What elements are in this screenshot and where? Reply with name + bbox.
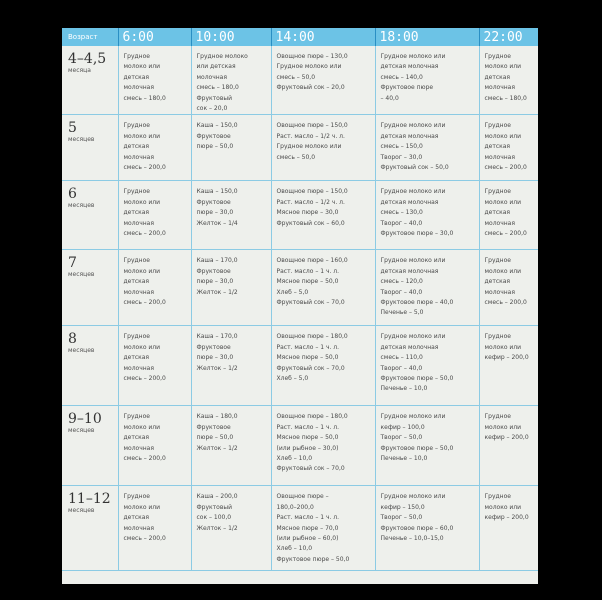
meal-cell — [271, 486, 375, 571]
meal-line: Фруктовое — [196, 132, 231, 140]
meal-line: молочная — [123, 524, 154, 532]
meal-line: молочная — [484, 153, 515, 161]
meal-line: смесь – 200,0 — [123, 299, 166, 307]
meal-line: Грудное молоко или — [380, 257, 446, 265]
meal-line: детская — [484, 143, 511, 151]
meal-cell — [191, 326, 271, 406]
meal-line: Каша – 150,0 — [196, 122, 238, 130]
meal-line: смесь – 130,0 — [380, 209, 423, 217]
meal-line: пюре – 30,0 — [196, 354, 234, 362]
meal-line: Грудное молоко или — [380, 122, 446, 130]
meal-line: Печенье – 5,0 — [380, 309, 424, 317]
meal-line: детская молочная — [380, 132, 439, 140]
meal-line: детская — [123, 434, 150, 442]
age-unit: месяцев — [68, 427, 95, 435]
table-row — [62, 326, 538, 406]
meal-line: Грудное — [123, 122, 150, 130]
meal-line: смесь – 200,0 — [484, 299, 527, 307]
age-cell — [62, 181, 118, 250]
meal-line: кефир – 200,0 — [484, 354, 529, 362]
meal-line: Творог – 40,0 — [380, 288, 423, 296]
meal-line: Каша – 170,0 — [196, 257, 238, 265]
meal-cell — [271, 115, 375, 181]
meal-line: Грудное — [484, 333, 511, 341]
meal-line: Желток – 1/2 — [196, 444, 238, 452]
table-row — [62, 250, 538, 326]
meal-cell — [479, 406, 538, 486]
age-cell — [62, 115, 118, 181]
meal-line: молоко или — [123, 198, 161, 206]
meal-line: Овощное пюре – — [276, 493, 329, 501]
meal-cell — [118, 46, 191, 115]
meal-line: молоко или — [484, 503, 522, 511]
meal-line: детская — [484, 278, 511, 286]
meal-cell — [479, 181, 538, 250]
age-cell — [62, 486, 118, 571]
age-cell — [62, 46, 118, 115]
feeding-schedule-sheet — [62, 28, 538, 584]
meal-line: 180,0–200,0 — [276, 503, 314, 511]
meal-line: Грудное — [123, 188, 150, 196]
meal-line: молочная — [123, 364, 154, 372]
meal-line: Грудное — [484, 413, 511, 421]
meal-line: сок – 100,0 — [196, 514, 232, 522]
meal-cell — [118, 115, 191, 181]
meal-line: молоко или — [484, 198, 522, 206]
meal-line: Фруктовое пюре — [380, 84, 434, 92]
meal-line: кефир – 200,0 — [484, 514, 529, 522]
meal-line: Фруктовое — [196, 343, 231, 351]
meal-line: детская — [123, 354, 150, 362]
meal-line: Фруктовое пюре – 50,0 — [276, 555, 350, 563]
meal-line: Грудное молоко — [196, 53, 248, 60]
meal-line: смесь – 110,0 — [380, 354, 423, 362]
age-value: 9–10 — [68, 411, 102, 428]
meal-line: молочная — [484, 84, 515, 92]
meal-line: Хлеб – 10,0 — [276, 545, 313, 553]
meal-cell — [479, 486, 538, 571]
age-value: 6 — [68, 186, 77, 203]
meal-line: Творог – 40,0 — [380, 364, 423, 372]
time-column-header: 14:00 — [271, 28, 375, 46]
table-row — [62, 46, 538, 115]
meal-cell — [191, 250, 271, 326]
meal-cell — [191, 115, 271, 181]
meal-cell — [191, 406, 271, 486]
meal-line: детская — [123, 143, 150, 151]
meal-cell — [191, 486, 271, 571]
meal-cell — [271, 326, 375, 406]
meal-line: молочная — [484, 288, 515, 296]
meal-line: Фруктовый — [196, 503, 232, 511]
meal-line: Мясное пюре – 50,0 — [276, 434, 339, 442]
meal-line: Печенье – 10,0–15,0 — [380, 535, 444, 543]
age-cell — [62, 406, 118, 486]
meal-line: (или рыбное – 60,0) — [276, 535, 339, 543]
meal-line: сок – 20,0 — [196, 105, 228, 113]
meal-line: Желток – 1/2 — [196, 524, 238, 532]
meal-line: Печенье – 10,0 — [380, 455, 428, 463]
table-row — [62, 181, 538, 250]
meal-line: кефир – 100,0 — [380, 423, 425, 431]
meal-line: Грудное молоко или — [276, 143, 342, 151]
meal-line: молочная — [123, 84, 154, 92]
table-row — [62, 406, 538, 486]
meal-line: Желток – 1/4 — [196, 219, 238, 227]
meal-line: пюре – 50,0 — [196, 434, 234, 442]
meal-cell — [375, 486, 479, 571]
meal-line: молоко или — [123, 503, 161, 511]
meal-cell — [375, 406, 479, 486]
meal-line: Фруктовое пюре – 60,0 — [380, 524, 454, 532]
meal-line: Раст. масло – 1/2 ч. л. — [276, 198, 345, 206]
age-value: 5 — [68, 120, 77, 137]
meal-line: – 40,0 — [380, 94, 399, 102]
meal-cell — [479, 326, 538, 406]
meal-line: Мясное пюре – 30,0 — [276, 209, 339, 217]
meal-line: смесь – 200,0 — [484, 164, 527, 172]
age-unit: месяцев — [68, 347, 95, 355]
meal-line: Печенье – 10,0 — [380, 385, 428, 393]
meal-line: смесь – 150,0 — [380, 143, 423, 151]
meal-line: смесь – 200,0 — [123, 164, 166, 172]
meal-line: пюре – 30,0 — [196, 278, 234, 286]
time-column-header: 18:00 — [375, 28, 479, 46]
meal-cell — [479, 115, 538, 181]
meal-line: Желток – 1/2 — [196, 364, 238, 372]
age-unit: месяца — [68, 67, 91, 74]
meal-line: Фруктовый сок – 20,0 — [276, 84, 345, 92]
meal-line: Грудное — [484, 122, 511, 130]
meal-cell — [375, 46, 479, 115]
meal-line: Раст. масло – 1 ч. л. — [276, 267, 340, 275]
meal-cell — [271, 406, 375, 486]
meal-cell — [191, 181, 271, 250]
meal-line: Мясное пюре – 70,0 — [276, 524, 339, 532]
meal-line: молоко или — [484, 267, 522, 275]
meal-line: (или рыбное – 30,0) — [276, 444, 339, 452]
meal-line: Грудное — [484, 188, 511, 196]
meal-cell — [118, 406, 191, 486]
meal-line: Овощное пюре – 130,0 — [276, 53, 348, 60]
meal-line: Раст. масло – 1 ч. л. — [276, 423, 340, 431]
meal-line: Фруктовый сок – 60,0 — [276, 219, 345, 227]
meal-line: детская молочная — [380, 343, 439, 351]
meal-line: Фруктовый сок – 70,0 — [276, 299, 345, 307]
meal-line: Грудное молоко или — [380, 333, 446, 341]
meal-line: Грудное — [123, 333, 150, 341]
meal-line: пюре – 30,0 — [196, 209, 234, 217]
age-unit: месяцев — [68, 271, 95, 279]
meal-cell — [118, 181, 191, 250]
meal-line: Мясное пюре – 50,0 — [276, 278, 339, 286]
meal-cell — [118, 326, 191, 406]
meal-line: молоко или — [123, 63, 161, 71]
feeding-schedule-table — [62, 28, 538, 571]
meal-line: Раст. масло – 1/2 ч. л. — [276, 132, 345, 140]
meal-cell — [479, 46, 538, 115]
meal-cell — [118, 250, 191, 326]
meal-line: Фруктовый сок – 50,0 — [380, 164, 449, 172]
meal-line: Фруктовое — [196, 267, 231, 275]
meal-line: Фруктовый сок – 70,0 — [276, 465, 345, 473]
meal-line: Овощное пюре – 150,0 — [276, 122, 348, 130]
meal-line: Мясное пюре – 50,0 — [276, 354, 339, 362]
meal-line: молоко или — [484, 63, 522, 71]
meal-line: Грудное — [484, 493, 511, 501]
meal-line: Хлеб – 5,0 — [276, 375, 309, 383]
meal-cell — [375, 181, 479, 250]
header-row — [62, 28, 538, 46]
meal-line: смесь – 200,0 — [484, 230, 527, 238]
meal-line: Хлеб – 10,0 — [276, 455, 313, 463]
meal-cell — [271, 181, 375, 250]
meal-line: Грудное молоко или — [380, 413, 446, 421]
meal-line: Раст. масло – 1 ч. л. — [276, 343, 340, 351]
meal-cell — [191, 46, 271, 115]
meal-line: Фруктовый сок – 70,0 — [276, 364, 345, 372]
meal-line: Каша – 200,0 — [196, 493, 238, 501]
meal-cell — [118, 486, 191, 571]
meal-line: Каша – 180,0 — [196, 413, 238, 421]
meal-line: Творог – 30,0 — [380, 153, 423, 161]
meal-cell — [271, 46, 375, 115]
meal-cell — [375, 115, 479, 181]
meal-line: детская — [123, 73, 150, 81]
meal-line: Грудное — [484, 53, 511, 60]
age-column-header: Возраст — [62, 28, 118, 46]
age-unit: месяцев — [68, 202, 95, 210]
meal-line: молочная — [123, 219, 154, 227]
meal-line: смесь – 180,0 — [196, 84, 239, 92]
meal-line: Овощное пюре – 180,0 — [276, 333, 348, 341]
meal-cell — [375, 250, 479, 326]
meal-line: детская — [123, 209, 150, 217]
meal-line: Творог – 50,0 — [380, 434, 423, 442]
meal-line: Фруктовое пюре – 50,0 — [380, 375, 454, 383]
meal-line: Грудное — [123, 493, 150, 501]
meal-line: молоко или — [484, 343, 522, 351]
meal-line: детская — [123, 278, 150, 286]
meal-line: детская молочная — [380, 198, 439, 206]
meal-line: Грудное молоко или — [380, 53, 446, 60]
meal-line: молоко или — [484, 132, 522, 140]
age-unit: месяцев — [68, 507, 95, 515]
meal-line: Желток – 1/2 — [196, 288, 238, 296]
age-value: 8 — [68, 331, 77, 348]
time-column-header: 6:00 — [118, 28, 191, 46]
meal-line: Раст. масло – 1 ч. л. — [276, 514, 340, 522]
meal-line: Каша – 170,0 — [196, 333, 238, 341]
meal-line: смесь – 200,0 — [123, 455, 166, 463]
meal-line: Творог – 50,0 — [380, 514, 423, 522]
meal-line: Грудное — [123, 413, 150, 421]
meal-line: молоко или — [123, 343, 161, 351]
meal-line: смесь – 50,0 — [276, 153, 316, 161]
age-cell — [62, 326, 118, 406]
meal-line: смесь – 200,0 — [123, 535, 166, 543]
meal-line: Каша – 150,0 — [196, 188, 238, 196]
meal-line: молочная — [123, 153, 154, 161]
meal-line: Грудное молоко или — [276, 63, 342, 71]
meal-line: Овощное пюре – 180,0 — [276, 413, 348, 421]
meal-line: Фруктовое — [196, 198, 231, 206]
meal-line: смесь – 50,0 — [276, 73, 316, 81]
age-value: 4–4,5 — [68, 51, 107, 67]
meal-line: Творог – 40,0 — [380, 219, 423, 227]
meal-line: Хлеб – 5,0 — [276, 288, 309, 296]
meal-cell — [271, 250, 375, 326]
meal-line: детская молочная — [380, 267, 439, 275]
meal-line: детская молочная — [380, 63, 439, 71]
meal-line: молочная — [484, 219, 515, 227]
meal-line: Овощное пюре – 160,0 — [276, 257, 348, 265]
meal-line: кефир – 200,0 — [484, 434, 529, 442]
age-cell — [62, 250, 118, 326]
meal-line: смесь – 200,0 — [123, 375, 166, 383]
meal-line: детская — [484, 73, 511, 81]
meal-line: детская — [484, 209, 511, 217]
meal-line: молочная — [196, 73, 227, 81]
meal-line: Фруктовое пюре – 50,0 — [380, 444, 454, 452]
meal-line: Грудное — [123, 53, 150, 60]
age-value: 11–12 — [68, 491, 111, 508]
meal-line: детская — [123, 514, 150, 522]
age-value: 7 — [68, 255, 77, 272]
meal-line: пюре – 50,0 — [196, 143, 234, 151]
time-column-header: 10:00 — [191, 28, 271, 46]
meal-line: смесь – 180,0 — [484, 94, 527, 102]
meal-line: Фруктовое пюре – 40,0 — [380, 299, 454, 307]
meal-line: молоко или — [123, 423, 161, 431]
meal-line: молоко или — [123, 132, 161, 140]
meal-line: смесь – 140,0 — [380, 73, 423, 81]
meal-line: Грудное — [484, 257, 511, 265]
meal-line: Фруктовое — [196, 423, 231, 431]
meal-line: смесь – 120,0 — [380, 278, 423, 286]
meal-line: смесь – 180,0 — [123, 94, 166, 102]
meal-line: кефир – 150,0 — [380, 503, 425, 511]
meal-line: Фруктовое пюре – 30,0 — [380, 230, 454, 238]
meal-cell — [375, 326, 479, 406]
table-row — [62, 486, 538, 571]
meal-line: молоко или — [123, 267, 161, 275]
meal-line: Фруктовый — [196, 94, 232, 102]
meal-line: Овощное пюре – 150,0 — [276, 188, 348, 196]
meal-line: молочная — [123, 288, 154, 296]
meal-line: смесь – 200,0 — [123, 230, 166, 238]
meal-line: или детская — [196, 63, 236, 71]
meal-line: Грудное — [123, 257, 150, 265]
meal-cell — [479, 250, 538, 326]
meal-line: Грудное молоко или — [380, 188, 446, 196]
meal-line: молочная — [123, 444, 154, 452]
time-column-header: 22:00 — [479, 28, 538, 46]
age-unit: месяцев — [68, 136, 95, 144]
meal-line: молоко или — [484, 423, 522, 431]
table-row — [62, 115, 538, 181]
meal-line: Грудное молоко или — [380, 493, 446, 501]
